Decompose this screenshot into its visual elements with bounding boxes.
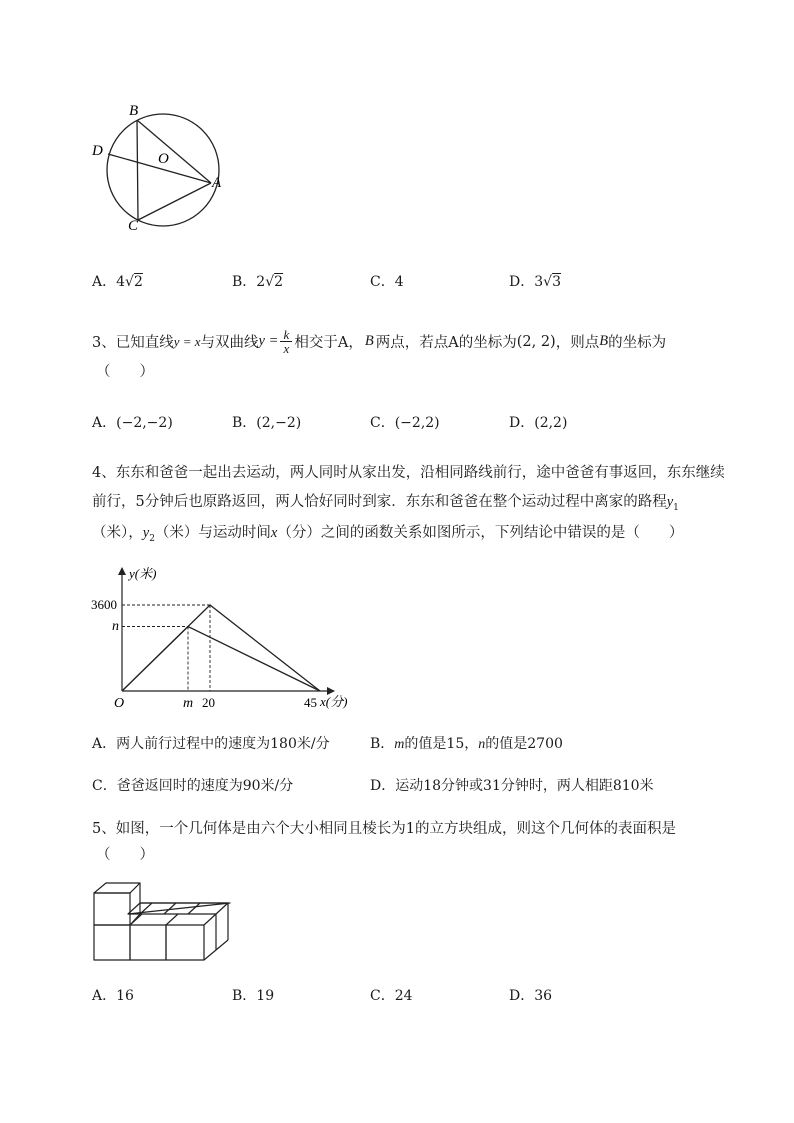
chart-xlabel: x(分) (320, 694, 348, 709)
q5-option-c[interactable]: C．24 (370, 988, 413, 1004)
fraction-k-over-x: k x (280, 328, 292, 355)
q3-option-c[interactable]: C．(−2,2) (370, 415, 440, 431)
q3-option-a[interactable]: A．(−2,−2) (92, 415, 173, 431)
series-line-1 (122, 605, 320, 691)
q4-stem-line1: 4、东东和爸爸一起出去运动，两人同时从家出发，沿相同路线前行，途中爸爸有事返回，东东继续 (92, 465, 725, 481)
sqrt-icon: √ (543, 274, 553, 290)
q4-option-b[interactable]: B．m的值是15，n的值是2700 (370, 736, 563, 752)
label-b: B (129, 103, 139, 119)
y-tick-n: n (112, 619, 119, 634)
chord-ba (137, 120, 211, 183)
x-tick-45: 45 (304, 695, 317, 710)
cube-front-2 (130, 925, 166, 960)
q4-option-a[interactable]: A．两人前行过程中的速度为180米/分 (92, 736, 330, 752)
y-tick-3600: 3600 (91, 597, 117, 612)
q2-option-d[interactable]: D．3√3 (509, 274, 561, 290)
chord-ca (138, 183, 211, 220)
q4-option-c[interactable]: C．爸爸返回时的速度为90米/分 (92, 778, 294, 794)
q3-answer-paren: （ ） (96, 364, 154, 380)
series-line-2 (122, 627, 320, 692)
q4-option-d[interactable]: D．运动18分钟或31分钟时，两人相距810米 (370, 778, 654, 794)
q5-option-b[interactable]: B．19 (232, 988, 275, 1004)
q5-stem-line1: 5、如图，一个几何体是由六个大小相同且棱长为1的立方块组成，则这个几何体的表面积是 (92, 821, 676, 837)
chart-origin-label: O (114, 696, 125, 711)
label-a: A (212, 175, 222, 191)
q2-option-c[interactable]: C．4 (370, 274, 404, 290)
chord-bc (137, 120, 138, 220)
q4-stem-line3: （米），$y_2$（米）与运动时间x（分）之间的函数关系如图所示，下列结论中错误的是（ ） (92, 525, 684, 544)
cube-front-3 (166, 925, 204, 960)
q5-answer-paren: （ ） (96, 847, 154, 863)
sqrt-icon: √ (125, 274, 134, 290)
q2-circle-figure (85, 95, 235, 240)
q5-option-a[interactable]: A．16 (92, 988, 134, 1004)
chart-ylabel: y(米) (129, 566, 157, 581)
q5-option-d[interactable]: D．36 (509, 988, 553, 1004)
sqrt-icon: √ (265, 274, 275, 290)
label-o: O (158, 151, 169, 167)
label-c: C (128, 218, 139, 234)
x-tick-m: m (183, 696, 194, 711)
q4-distance-time-chart (88, 560, 368, 715)
x-tick-20: 20 (202, 695, 215, 710)
q3-option-b[interactable]: B．(2,−2) (232, 415, 302, 431)
cube-front-1 (94, 925, 130, 960)
q3-option-d[interactable]: D．(2,2) (509, 415, 568, 431)
cube-top (94, 893, 130, 925)
q4-stem-line2: 前行，5分钟后也原路返回，两人恰好同时到家．东东和爸爸在整个运动过程中离家的路程$y_1$ (92, 494, 679, 513)
q2-option-a[interactable]: A．4√2 (92, 274, 143, 290)
back-row-top (128, 903, 230, 914)
q3-stem-line1: 3、已知直线 y = x 与双曲线 y = k x 相交于A， B 两点，若点A的坐标为 (2, 2) ，则点 B 的坐标为 (92, 327, 667, 356)
label-d: D (92, 143, 103, 159)
q5-cubes-figure (88, 880, 238, 962)
cube-top-lid (94, 883, 140, 893)
q2-option-b[interactable]: B．2√2 (232, 274, 284, 290)
